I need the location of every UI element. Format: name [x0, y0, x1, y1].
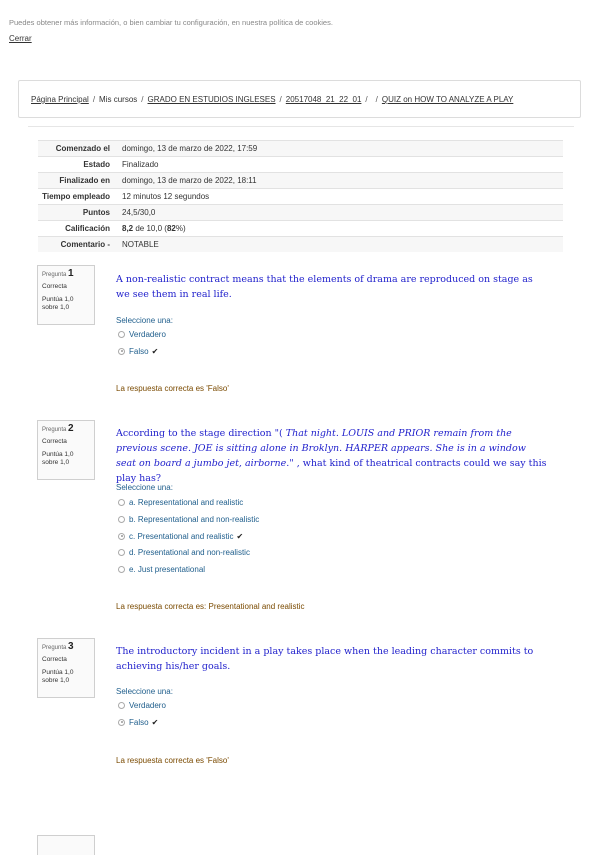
correct-answer-feedback: La respuesta correcta es: Presentational and realistic — [116, 602, 305, 611]
question-number: Pregunta 1 — [42, 268, 74, 279]
summary-value: NOTABLE — [116, 237, 563, 253]
summary-key: Puntos — [38, 205, 116, 221]
breadcrumb-my-courses: Mis cursos — [99, 95, 138, 104]
question-number: Pregunta 2 — [42, 423, 74, 434]
radio-selected-icon[interactable] — [118, 719, 125, 726]
breadcrumb-degree[interactable]: GRADO EN ESTUDIOS INGLESES — [147, 95, 276, 104]
grade-end: %) — [175, 224, 186, 233]
question-info-2 — [37, 420, 95, 480]
summary-row-finished — [38, 173, 563, 189]
question-text-2: According to the stage direction "( That night. LOUIS and PRIOR remain from the previous scene. JOE is sitting alone in Broklyn. HARPER appears. She is in a window seat on board a jumbo jet, airborne." , what kind of theatrical contracts could we say this play has? — [116, 428, 547, 484]
question-text-3: The introductory incident in a play takes place when the leading character commits to achieving his/her goals. — [116, 646, 534, 672]
radio-icon[interactable] — [118, 331, 125, 338]
question-info-4 — [37, 835, 95, 855]
correct-answer-feedback: La respuesta correcta es 'Falso' — [116, 384, 229, 393]
check-icon: ✔ — [151, 717, 159, 727]
summary-value: 12 minutos 12 segundos — [116, 189, 563, 205]
option-falso[interactable]: Falso ✔ — [118, 716, 158, 728]
grade-value: 8,2 — [122, 224, 134, 233]
option-d[interactable]: d. Presentational and non-realistic — [118, 546, 250, 558]
breadcrumb — [18, 80, 581, 118]
radio-icon[interactable] — [118, 566, 125, 573]
check-icon: ✔ — [236, 531, 244, 541]
close-link[interactable]: Cerrar — [9, 34, 32, 43]
breadcrumb-separator: / — [365, 95, 368, 104]
option-e[interactable]: e. Just presentational — [118, 563, 205, 575]
breadcrumb-separator: / — [279, 95, 282, 104]
summary-row-points — [38, 205, 563, 221]
summary-row-comment — [38, 237, 563, 253]
summary-row-started — [38, 141, 563, 157]
summary-value — [116, 221, 563, 237]
question-state: Correcta — [42, 438, 67, 445]
summary-value: Finalizado — [116, 157, 563, 173]
question-info-1 — [37, 265, 95, 325]
radio-selected-icon[interactable] — [118, 533, 125, 540]
breadcrumb-separator: / — [375, 95, 378, 104]
cookie-notice: Puedes obtener más información, o bien cambiar tu configuración, en nuestra política de cookies. — [9, 18, 333, 27]
breadcrumb-separator: / — [92, 95, 96, 104]
question-grade: Puntúa 1,0 sobre 1,0 — [42, 669, 74, 684]
correct-answer-feedback: La respuesta correcta es 'Falso' — [116, 756, 229, 765]
select-prompt: Seleccione una: — [116, 483, 173, 492]
summary-row-state — [38, 157, 563, 173]
breadcrumb-separator: / — [141, 95, 144, 104]
summary-key: Estado — [38, 157, 116, 173]
summary-value: domingo, 13 de marzo de 2022, 17:59 — [116, 141, 563, 157]
grade-percent: 82 — [166, 224, 176, 233]
divider — [28, 126, 574, 127]
summary-key: Finalizado en — [38, 173, 116, 189]
summary-row-grade — [38, 221, 563, 237]
radio-icon[interactable] — [118, 499, 125, 506]
option-verdadero[interactable]: Verdadero — [118, 328, 166, 340]
question-text-1: A non-realistic contract means that the elements of drama are reproduced on stage as we see them in real life. — [116, 274, 533, 300]
radio-icon[interactable] — [118, 549, 125, 556]
summary-row-time — [38, 189, 563, 205]
breadcrumb-course-code[interactable]: 20517048_21_22_01 — [285, 95, 362, 104]
question-number: Pregunta 3 — [42, 641, 74, 652]
radio-icon[interactable] — [118, 516, 125, 523]
option-a[interactable]: a. Representational and realistic — [118, 496, 243, 508]
option-verdadero[interactable]: Verdadero — [118, 699, 166, 711]
select-prompt: Seleccione una: — [116, 316, 173, 325]
question-grade: Puntúa 1,0 sobre 1,0 — [42, 296, 74, 311]
summary-key: Comenzado el — [38, 141, 116, 157]
summary-key: Calificación — [38, 221, 116, 237]
question-grade: Puntúa 1,0 sobre 1,0 — [42, 451, 74, 466]
radio-icon[interactable] — [118, 702, 125, 709]
grade-out-of: de 10,0 ( — [133, 224, 167, 233]
attempt-summary-table — [38, 140, 563, 252]
summary-key: Comentario - — [38, 237, 116, 253]
summary-value: domingo, 13 de marzo de 2022, 18:11 — [116, 173, 563, 189]
question-info-3 — [37, 638, 95, 698]
option-b[interactable]: b. Representational and non-realistic — [118, 513, 259, 525]
summary-value: 24,5/30,0 — [116, 205, 563, 221]
summary-key: Tiempo empleado — [38, 189, 116, 205]
radio-selected-icon[interactable] — [118, 348, 125, 355]
check-icon: ✔ — [151, 346, 159, 356]
question-state: Correcta — [42, 656, 67, 663]
breadcrumb-home[interactable]: Página Principal — [31, 95, 89, 104]
option-falso[interactable]: Falso ✔ — [118, 345, 158, 357]
option-c[interactable]: c. Presentational and realistic ✔ — [118, 530, 243, 542]
breadcrumb-quiz[interactable]: QUIZ on HOW TO ANALYZE A PLAY — [381, 95, 514, 104]
select-prompt: Seleccione una: — [116, 687, 173, 696]
question-state: Correcta — [42, 283, 67, 290]
